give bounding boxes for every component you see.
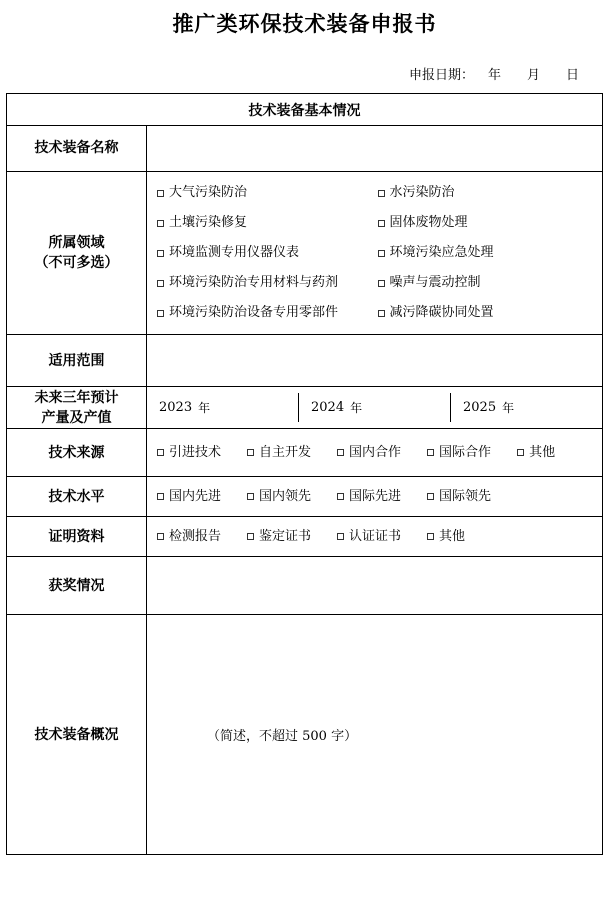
checkbox-field-monitoring-instruments[interactable] [157,242,374,264]
checkbox-field-solid-waste[interactable] [378,212,595,234]
checkbox-box-icon[interactable] [157,493,164,500]
label-field-line2: （不可多选） [34,255,119,272]
checkbox-label: 国际合作 [439,444,492,460]
year-unit-2: 年 [350,401,363,416]
checkbox-label: 噪声与震动控制 [389,275,481,291]
year-value-2: 2024 [311,400,345,416]
checkbox-label: 鉴定证书 [259,528,312,544]
proof-options-cell [147,517,603,557]
table-row-field [7,172,603,335]
input-overview[interactable] [147,615,603,855]
checkbox-box-icon[interactable] [378,310,385,317]
checkbox-source-imported[interactable] [157,442,221,464]
year-unit-1: 年 [198,401,211,416]
checkbox-label: 国内领先 [259,488,312,504]
checkbox-field-equipment-parts[interactable] [157,302,374,324]
checkbox-box-icon[interactable] [157,280,164,287]
table-row-overview [7,615,603,855]
checkbox-box-icon[interactable] [157,220,164,227]
label-overview: 技术装备概况 [7,615,147,855]
label-field [7,172,147,335]
checkbox-box-icon[interactable] [247,533,254,540]
label-output [7,387,147,429]
checkbox-box-icon[interactable] [337,533,344,540]
checkbox-field-noise-vibration[interactable] [378,272,595,294]
year-value-1: 2023 [159,400,193,416]
checkbox-box-icon[interactable] [247,493,254,500]
checkbox-proof-appraisal-certificate[interactable] [247,526,311,548]
checkbox-field-emergency-response[interactable] [378,242,595,264]
checkbox-label: 其他 [529,444,556,460]
label-technology-level: 技术水平 [7,477,147,517]
overview-hint-text: （简述，不超过 500 字） [207,729,358,745]
table-row-proof [7,517,603,557]
checkbox-source-domestic-cooperation[interactable] [337,442,401,464]
proof-options-row [147,519,602,555]
output-years-row [147,393,602,422]
checkbox-box-icon[interactable] [337,493,344,500]
checkbox-source-self-developed[interactable] [247,442,311,464]
table-row-level [7,477,603,517]
source-options-cell [147,429,603,477]
checkbox-source-international-cooperation[interactable] [427,442,491,464]
checkbox-label: 固体废物处理 [389,215,468,231]
checkbox-box-icon[interactable] [378,220,385,227]
checkbox-field-soil-remediation[interactable] [157,212,374,234]
input-technology-name[interactable] [147,126,603,172]
checkbox-label: 水污染防治 [389,185,455,200]
document-page [0,8,609,898]
checkbox-box-icon[interactable] [378,250,385,257]
label-output-line2: 产量及产值 [41,409,112,426]
checkbox-box-icon[interactable] [378,190,385,197]
field-options-grid [147,172,602,334]
checkbox-label: 自主开发 [259,444,312,460]
application-date-label: 申报日期： [408,68,474,83]
checkbox-label: 国内合作 [349,444,402,460]
checkbox-label: 环境污染应急处理 [389,245,494,261]
checkbox-field-air-pollution[interactable] [157,182,374,204]
checkbox-level-international-leading[interactable] [427,486,491,508]
checkbox-label: 环境污染防治专用材料与药剂 [169,275,339,291]
checkbox-box-icon[interactable] [427,449,434,456]
page-title: 推广类环保技术装备申报书 [172,11,437,36]
table-row-output [7,387,603,429]
checkbox-proof-other[interactable] [427,526,465,548]
checkbox-box-icon[interactable] [517,449,524,456]
checkbox-label: 环境监测专用仪器仪表 [169,245,300,261]
checkbox-box-icon[interactable] [427,533,434,540]
input-scope[interactable] [147,335,603,387]
checkbox-label: 国际领先 [439,488,492,504]
checkbox-box-icon[interactable] [427,493,434,500]
checkbox-level-international-advanced[interactable] [337,486,401,508]
checkbox-proof-test-report[interactable] [157,526,221,548]
checkbox-label: 其他 [439,528,466,544]
checkbox-level-domestic-advanced[interactable] [157,486,221,508]
level-options-row [147,479,602,515]
label-scope: 适用范围 [7,335,147,387]
input-output-year-1[interactable] [147,393,299,422]
checkbox-proof-certification-certificate[interactable] [337,526,401,548]
application-date-line [6,64,603,83]
table-row-source [7,429,603,477]
checkbox-label: 土壤污染修复 [169,215,248,231]
output-years-cell [147,387,603,429]
checkbox-label: 国内先进 [169,488,222,504]
checkbox-field-pollution-carbon-reduction[interactable] [378,302,595,324]
table-row-section-header [7,94,603,126]
source-options-row [147,435,602,471]
application-form-table [6,93,603,855]
date-day-unit: 日 [565,68,579,83]
level-options-cell [147,477,603,517]
label-technology-name: 技术装备名称 [7,126,147,172]
field-options-cell [147,172,603,335]
table-row-award [7,557,603,615]
checkbox-label: 环境污染防治设备专用零部件 [169,305,339,321]
date-year-unit: 年 [487,68,501,83]
checkbox-field-materials-agents[interactable] [157,272,374,294]
year-value-3: 2025 [463,400,497,416]
checkbox-box-icon[interactable] [157,449,164,456]
checkbox-label: 大气污染防治 [169,185,248,200]
label-technology-source: 技术来源 [7,429,147,477]
checkbox-box-icon[interactable] [157,250,164,257]
checkbox-label: 减污降碳协同处置 [389,305,494,321]
checkbox-box-icon[interactable] [337,449,344,456]
checkbox-box-icon[interactable] [157,310,164,317]
label-proof-materials: 证明资料 [7,517,147,557]
checkbox-label: 国际先进 [349,488,402,504]
year-unit-3: 年 [502,401,515,416]
label-output-line1: 未来三年预计 [34,389,119,406]
checkbox-label: 引进技术 [169,444,222,460]
checkbox-field-water-pollution[interactable] [378,182,595,204]
checkbox-label: 认证证书 [349,528,402,544]
date-month-unit: 月 [526,68,540,83]
checkbox-source-other[interactable] [517,442,555,464]
input-output-year-3[interactable] [451,393,602,422]
table-row-scope [7,335,603,387]
checkbox-level-domestic-leading[interactable] [247,486,311,508]
label-awards: 获奖情况 [7,557,147,615]
checkbox-box-icon[interactable] [378,280,385,287]
input-output-year-2[interactable] [299,393,451,422]
table-row-name [7,126,603,172]
label-field-line1: 所属领域 [48,234,105,251]
checkbox-label: 检测报告 [169,528,222,544]
section-header-cell: 技术装备基本情况 [7,94,603,126]
checkbox-box-icon[interactable] [157,190,164,197]
checkbox-box-icon[interactable] [247,449,254,456]
input-awards[interactable] [147,557,603,615]
checkbox-box-icon[interactable] [157,533,164,540]
